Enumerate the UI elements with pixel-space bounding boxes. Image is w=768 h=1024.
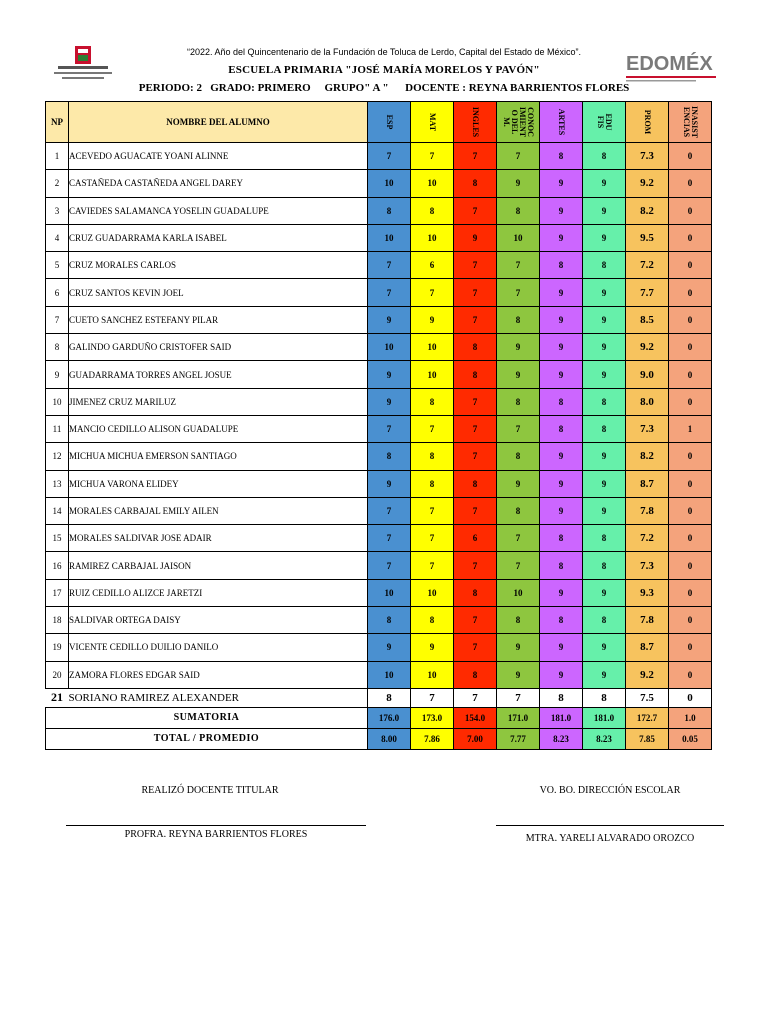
grade-ingles: 8 bbox=[454, 579, 497, 606]
promedio-label: TOTAL / PROMEDIO bbox=[46, 728, 368, 749]
grade-ingles: 7 bbox=[454, 306, 497, 333]
grade-edufis: 9 bbox=[583, 279, 626, 306]
grade-conocimiento: 7 bbox=[497, 415, 540, 442]
grade-esp: 7 bbox=[368, 525, 411, 552]
grade-artes: 8 bbox=[540, 525, 583, 552]
grade-mat: 9 bbox=[411, 634, 454, 661]
student-name: CRUZ GUADARRAMA KARLA ISABEL bbox=[69, 224, 368, 251]
grade-edufis: 8 bbox=[583, 688, 626, 707]
grade-mat: 8 bbox=[411, 388, 454, 415]
grade-prom: 7.3 bbox=[626, 143, 669, 170]
grade-esp: 10 bbox=[368, 170, 411, 197]
grade-ingles: 8 bbox=[454, 361, 497, 388]
grade-inasistencias: 0 bbox=[669, 688, 712, 707]
grade-conocimiento: 7 bbox=[497, 143, 540, 170]
grade-edufis: 8 bbox=[583, 607, 626, 634]
col-header-prom-label: PROM bbox=[643, 109, 652, 135]
grade-artes: 9 bbox=[540, 279, 583, 306]
sumatoria-row bbox=[46, 707, 712, 728]
grade-edufis: 8 bbox=[583, 143, 626, 170]
grade-edufis: 9 bbox=[583, 197, 626, 224]
student-name: GUADARRAMA TORRES ANGEL JOSUE bbox=[69, 361, 368, 388]
student-name: RUIZ CEDILLO ALIZCE JARETZI bbox=[69, 579, 368, 606]
grade-ingles: 7 bbox=[454, 252, 497, 279]
table-row bbox=[46, 306, 712, 333]
grade-mat: 7 bbox=[411, 552, 454, 579]
student-name: CUETO SANCHEZ ESTEFANY PILAR bbox=[69, 306, 368, 333]
grade-edufis: 9 bbox=[583, 579, 626, 606]
grade-ingles: 7 bbox=[454, 607, 497, 634]
grade-ingles: 6 bbox=[454, 525, 497, 552]
student-name: CASTAÑEDA CASTAÑEDA ANGEL DAREY bbox=[69, 170, 368, 197]
grade-edufis: 9 bbox=[583, 443, 626, 470]
grade-edufis: 9 bbox=[583, 334, 626, 361]
table-row bbox=[46, 688, 712, 707]
grade-prom: 8.2 bbox=[626, 197, 669, 224]
grade-prom: 7.2 bbox=[626, 252, 669, 279]
table-row bbox=[46, 197, 712, 224]
col-header-artes-label: ARTES bbox=[557, 108, 566, 136]
grade-conocimiento: 7 bbox=[497, 279, 540, 306]
student-name: MICHUA MICHUA EMERSON SANTIAGO bbox=[69, 443, 368, 470]
table-row bbox=[46, 607, 712, 634]
row-np: 12 bbox=[46, 443, 69, 470]
col-header-esp bbox=[368, 102, 411, 143]
grade-inasistencias: 0 bbox=[669, 661, 712, 688]
row-np: 14 bbox=[46, 497, 69, 524]
grade-conocimiento: 8 bbox=[497, 607, 540, 634]
grade-esp: 7 bbox=[368, 415, 411, 442]
col-header-edufis-label: EDU FIS bbox=[596, 113, 613, 131]
grade-conocimiento: 8 bbox=[497, 197, 540, 224]
row-np: 10 bbox=[46, 388, 69, 415]
grade-edufis: 9 bbox=[583, 634, 626, 661]
grade-mat: 7 bbox=[411, 143, 454, 170]
grade-prom: 7.5 bbox=[626, 688, 669, 707]
grade-mat: 8 bbox=[411, 607, 454, 634]
grade-prom: 8.5 bbox=[626, 306, 669, 333]
grade-conocimiento: 9 bbox=[497, 361, 540, 388]
grade-esp: 8 bbox=[368, 688, 411, 707]
grade-mat: 8 bbox=[411, 470, 454, 497]
sumatoria-label: SUMATORIA bbox=[46, 707, 368, 728]
grade-artes: 9 bbox=[540, 197, 583, 224]
school-name: ESCUELA PRIMARIA "JOSÉ MARÍA MORELOS Y PAVÓN" bbox=[228, 64, 540, 76]
row-np: 20 bbox=[46, 661, 69, 688]
grade-inasistencias: 0 bbox=[669, 497, 712, 524]
grade-prom: 7.3 bbox=[626, 415, 669, 442]
row-np: 21 bbox=[46, 688, 69, 707]
student-name: MANCIO CEDILLO ALISON GUADALUPE bbox=[69, 415, 368, 442]
grade-ingles: 7 bbox=[454, 279, 497, 306]
col-header-name: NOMBRE DEL ALUMNO bbox=[69, 102, 368, 143]
grade-artes: 9 bbox=[540, 634, 583, 661]
grade-inasistencias: 0 bbox=[669, 634, 712, 661]
grade-edufis: 9 bbox=[583, 361, 626, 388]
grade-mat: 7 bbox=[411, 415, 454, 442]
col-header-prom bbox=[626, 102, 669, 143]
row-np: 11 bbox=[46, 415, 69, 442]
grade-artes: 8 bbox=[540, 607, 583, 634]
right-signature-title: VO. BO. DIRECCIÓN ESCOLAR bbox=[539, 785, 681, 796]
grade-inasistencias: 0 bbox=[669, 607, 712, 634]
table-row bbox=[46, 579, 712, 606]
row-np: 19 bbox=[46, 634, 69, 661]
left-signature-line bbox=[66, 825, 366, 826]
grade-ingles: 7 bbox=[454, 443, 497, 470]
row-np: 15 bbox=[46, 525, 69, 552]
grade-conocimiento: 9 bbox=[497, 661, 540, 688]
table-row bbox=[46, 470, 712, 497]
grade-esp: 9 bbox=[368, 361, 411, 388]
grade-conocimiento: 7 bbox=[497, 252, 540, 279]
grade-edufis: 9 bbox=[583, 470, 626, 497]
grade-conocimiento: 8 bbox=[497, 306, 540, 333]
grade-inasistencias: 0 bbox=[669, 361, 712, 388]
grade-edufis: 9 bbox=[583, 306, 626, 333]
grade-artes: 8 bbox=[540, 552, 583, 579]
grade-inasistencias: 0 bbox=[669, 525, 712, 552]
grade-prom: 7.8 bbox=[626, 497, 669, 524]
row-np: 3 bbox=[46, 197, 69, 224]
grade-prom: 8.7 bbox=[626, 634, 669, 661]
grade-mat: 10 bbox=[411, 361, 454, 388]
col-header-inasistencias-label: INASIST ENCIAS bbox=[682, 105, 699, 138]
grade-edufis: 8 bbox=[583, 525, 626, 552]
grade-edufis: 9 bbox=[583, 224, 626, 251]
grade-esp: 7 bbox=[368, 497, 411, 524]
grade-ingles: 7 bbox=[454, 497, 497, 524]
grade-mat: 7 bbox=[411, 279, 454, 306]
avg-prom: 7.85 bbox=[626, 728, 669, 749]
table-row bbox=[46, 497, 712, 524]
row-np: 8 bbox=[46, 334, 69, 361]
student-name: SALDIVAR ORTEGA DAISY bbox=[69, 607, 368, 634]
row-np: 9 bbox=[46, 361, 69, 388]
grade-inasistencias: 0 bbox=[669, 579, 712, 606]
grade-mat: 8 bbox=[411, 197, 454, 224]
grade-ingles: 8 bbox=[454, 170, 497, 197]
student-name: MICHUA VARONA ELIDEY bbox=[69, 470, 368, 497]
grade-artes: 9 bbox=[540, 443, 583, 470]
grade-esp: 7 bbox=[368, 279, 411, 306]
grade-inasistencias: 0 bbox=[669, 334, 712, 361]
table-row bbox=[46, 224, 712, 251]
grade-artes: 9 bbox=[540, 334, 583, 361]
grade-prom: 7.3 bbox=[626, 552, 669, 579]
grade-conocimiento: 7 bbox=[497, 525, 540, 552]
table-row bbox=[46, 143, 712, 170]
edomex-logo-text: EDOMÉX bbox=[626, 53, 713, 75]
grade-mat: 9 bbox=[411, 306, 454, 333]
grade-esp: 7 bbox=[368, 252, 411, 279]
student-name: GALINDO GARDUÑO CRISTOFER SAID bbox=[69, 334, 368, 361]
grade-ingles: 7 bbox=[454, 688, 497, 707]
grade-conocimiento: 8 bbox=[497, 497, 540, 524]
grade-conocimiento: 8 bbox=[497, 388, 540, 415]
grade-ingles: 7 bbox=[454, 143, 497, 170]
col-header-ingles-label: INGLES bbox=[471, 106, 480, 138]
grade-edufis: 8 bbox=[583, 415, 626, 442]
student-name: MORALES SALDIVAR JOSE ADAIR bbox=[69, 525, 368, 552]
grade-inasistencias: 0 bbox=[669, 279, 712, 306]
col-header-edufis bbox=[583, 102, 626, 143]
table-row bbox=[46, 415, 712, 442]
grade-inasistencias: 0 bbox=[669, 224, 712, 251]
col-header-np: NP bbox=[46, 102, 69, 143]
grade-inasistencias: 0 bbox=[669, 252, 712, 279]
grade-artes: 9 bbox=[540, 306, 583, 333]
row-np: 1 bbox=[46, 143, 69, 170]
col-header-mat-label: MAT bbox=[428, 112, 437, 132]
right-signature-name: MTRA. YARELI ALVARADO OROZCO bbox=[525, 833, 695, 844]
avg-inasistencias: 0.05 bbox=[669, 728, 712, 749]
grade-prom: 7.2 bbox=[626, 525, 669, 552]
grade-esp: 10 bbox=[368, 334, 411, 361]
grade-conocimiento: 7 bbox=[497, 552, 540, 579]
grade-esp: 8 bbox=[368, 443, 411, 470]
student-name: ACEVEDO AGUACATE YOANI ALINNE bbox=[69, 143, 368, 170]
avg-artes: 8.23 bbox=[540, 728, 583, 749]
table-row bbox=[46, 170, 712, 197]
grade-inasistencias: 0 bbox=[669, 306, 712, 333]
row-np: 4 bbox=[46, 224, 69, 251]
grade-inasistencias: 0 bbox=[669, 170, 712, 197]
grade-ingles: 7 bbox=[454, 197, 497, 224]
avg-mat: 7.86 bbox=[411, 728, 454, 749]
grade-esp: 9 bbox=[368, 306, 411, 333]
student-name: MORALES CARBAJAL EMILY AILEN bbox=[69, 497, 368, 524]
row-np: 16 bbox=[46, 552, 69, 579]
student-name: VICENTE CEDILLO DUILIO DANILO bbox=[69, 634, 368, 661]
grade-mat: 10 bbox=[411, 224, 454, 251]
row-np: 2 bbox=[46, 170, 69, 197]
row-np: 17 bbox=[46, 579, 69, 606]
grade-artes: 9 bbox=[540, 470, 583, 497]
grade-artes: 8 bbox=[540, 252, 583, 279]
grade-mat: 10 bbox=[411, 579, 454, 606]
grade-artes: 8 bbox=[540, 143, 583, 170]
grade-artes: 9 bbox=[540, 361, 583, 388]
sum-edufis: 181.0 bbox=[583, 707, 626, 728]
grade-conocimiento: 8 bbox=[497, 443, 540, 470]
table-header-row bbox=[46, 102, 712, 143]
grade-prom: 8.2 bbox=[626, 443, 669, 470]
col-header-ingles bbox=[454, 102, 497, 143]
grade-prom: 7.8 bbox=[626, 607, 669, 634]
grade-inasistencias: 0 bbox=[669, 470, 712, 497]
col-header-mat bbox=[411, 102, 454, 143]
grade-esp: 9 bbox=[368, 634, 411, 661]
grade-artes: 9 bbox=[540, 170, 583, 197]
table-row bbox=[46, 388, 712, 415]
government-logo bbox=[48, 44, 118, 84]
grade-inasistencias: 0 bbox=[669, 443, 712, 470]
sum-ingles: 154.0 bbox=[454, 707, 497, 728]
promedio-row bbox=[46, 728, 712, 749]
grade-edufis: 9 bbox=[583, 661, 626, 688]
grade-esp: 10 bbox=[368, 579, 411, 606]
student-name: CAVIEDES SALAMANCA YOSELIN GUADALUPE bbox=[69, 197, 368, 224]
grade-mat: 10 bbox=[411, 334, 454, 361]
table-row bbox=[46, 361, 712, 388]
col-header-artes bbox=[540, 102, 583, 143]
grade-artes: 8 bbox=[540, 388, 583, 415]
sum-prom: 172.7 bbox=[626, 707, 669, 728]
grade-esp: 10 bbox=[368, 224, 411, 251]
table-row bbox=[46, 443, 712, 470]
student-name: SORIANO RAMIREZ ALEXANDER bbox=[69, 688, 368, 707]
grade-conocimiento: 7 bbox=[497, 688, 540, 707]
grade-conocimiento: 9 bbox=[497, 634, 540, 661]
grade-ingles: 7 bbox=[454, 388, 497, 415]
grade-artes: 9 bbox=[540, 579, 583, 606]
grade-prom: 9.2 bbox=[626, 334, 669, 361]
grade-inasistencias: 1 bbox=[669, 415, 712, 442]
col-header-esp-label: ESP bbox=[385, 114, 394, 130]
grade-conocimiento: 9 bbox=[497, 470, 540, 497]
grade-esp: 7 bbox=[368, 552, 411, 579]
grade-artes: 9 bbox=[540, 497, 583, 524]
row-np: 5 bbox=[46, 252, 69, 279]
col-header-inasistencias bbox=[669, 102, 712, 143]
grade-esp: 7 bbox=[368, 143, 411, 170]
grade-conocimiento: 10 bbox=[497, 224, 540, 251]
grade-esp: 8 bbox=[368, 607, 411, 634]
grade-artes: 9 bbox=[540, 224, 583, 251]
grade-ingles: 9 bbox=[454, 224, 497, 251]
table-row bbox=[46, 552, 712, 579]
col-header-conocimiento-label: CONOC IMIENT O DEL M. bbox=[502, 106, 535, 138]
grade-artes: 8 bbox=[540, 688, 583, 707]
table-row bbox=[46, 334, 712, 361]
sum-conocimiento: 171.0 bbox=[497, 707, 540, 728]
student-name: JIMENEZ CRUZ MARILUZ bbox=[69, 388, 368, 415]
grade-prom: 7.7 bbox=[626, 279, 669, 306]
grade-ingles: 8 bbox=[454, 334, 497, 361]
grade-inasistencias: 0 bbox=[669, 552, 712, 579]
grade-prom: 9.2 bbox=[626, 170, 669, 197]
grade-conocimiento: 9 bbox=[497, 170, 540, 197]
grade-esp: 9 bbox=[368, 388, 411, 415]
col-header-conocimiento bbox=[497, 102, 540, 143]
official-motto: “2022. Año del Quincentenario de la Fundación de Toluca de Lerdo, Capital del Estado de México”. bbox=[186, 47, 582, 57]
grade-edufis: 8 bbox=[583, 388, 626, 415]
student-name: CRUZ MORALES CARLOS bbox=[69, 252, 368, 279]
row-np: 18 bbox=[46, 607, 69, 634]
avg-edufis: 8.23 bbox=[583, 728, 626, 749]
grade-prom: 9.2 bbox=[626, 661, 669, 688]
grade-prom: 9.0 bbox=[626, 361, 669, 388]
grade-ingles: 8 bbox=[454, 661, 497, 688]
student-name: RAMIREZ CARBAJAL JAISON bbox=[69, 552, 368, 579]
grade-mat: 10 bbox=[411, 170, 454, 197]
left-signature-title: REALIZÓ DOCENTE TITULAR bbox=[141, 785, 279, 796]
row-np: 7 bbox=[46, 306, 69, 333]
row-np: 6 bbox=[46, 279, 69, 306]
grade-inasistencias: 0 bbox=[669, 388, 712, 415]
grade-prom: 8.7 bbox=[626, 470, 669, 497]
sum-mat: 173.0 bbox=[411, 707, 454, 728]
grade-artes: 9 bbox=[540, 661, 583, 688]
grade-conocimiento: 9 bbox=[497, 334, 540, 361]
grade-mat: 7 bbox=[411, 688, 454, 707]
grade-mat: 6 bbox=[411, 252, 454, 279]
grade-artes: 8 bbox=[540, 415, 583, 442]
sum-artes: 181.0 bbox=[540, 707, 583, 728]
table-row bbox=[46, 279, 712, 306]
grade-ingles: 7 bbox=[454, 634, 497, 661]
grade-esp: 10 bbox=[368, 661, 411, 688]
period-info: PERIODO: 2 GRADO: PRIMERO GRUPO" A " DOCENTE : REYNA BARRIENTOS FLORES bbox=[138, 82, 630, 94]
student-name: ZAMORA FLORES EDGAR SAID bbox=[69, 661, 368, 688]
grade-edufis: 8 bbox=[583, 252, 626, 279]
grade-ingles: 7 bbox=[454, 415, 497, 442]
row-np: 13 bbox=[46, 470, 69, 497]
student-name: CRUZ SANTOS KEVIN JOEL bbox=[69, 279, 368, 306]
right-signature-line bbox=[496, 825, 724, 826]
grade-prom: 9.3 bbox=[626, 579, 669, 606]
grade-inasistencias: 0 bbox=[669, 143, 712, 170]
table-row bbox=[46, 661, 712, 688]
grade-mat: 10 bbox=[411, 661, 454, 688]
avg-ingles: 7.00 bbox=[454, 728, 497, 749]
grade-ingles: 8 bbox=[454, 470, 497, 497]
avg-esp: 8.00 bbox=[368, 728, 411, 749]
grade-inasistencias: 0 bbox=[669, 197, 712, 224]
table-row bbox=[46, 252, 712, 279]
grade-conocimiento: 10 bbox=[497, 579, 540, 606]
grade-edufis: 9 bbox=[583, 170, 626, 197]
grade-edufis: 8 bbox=[583, 552, 626, 579]
grade-mat: 7 bbox=[411, 497, 454, 524]
grade-mat: 8 bbox=[411, 443, 454, 470]
sum-esp: 176.0 bbox=[368, 707, 411, 728]
table-row bbox=[46, 634, 712, 661]
sum-inasistencias: 1.0 bbox=[669, 707, 712, 728]
grade-mat: 7 bbox=[411, 525, 454, 552]
grade-ingles: 7 bbox=[454, 552, 497, 579]
grade-prom: 9.5 bbox=[626, 224, 669, 251]
left-signature-name: PROFRA. REYNA BARRIENTOS FLORES bbox=[124, 829, 308, 840]
avg-conocimiento: 7.77 bbox=[497, 728, 540, 749]
grade-edufis: 9 bbox=[583, 497, 626, 524]
grade-prom: 8.0 bbox=[626, 388, 669, 415]
grade-esp: 8 bbox=[368, 197, 411, 224]
table-row bbox=[46, 525, 712, 552]
grade-esp: 9 bbox=[368, 470, 411, 497]
grades-table bbox=[45, 101, 712, 750]
